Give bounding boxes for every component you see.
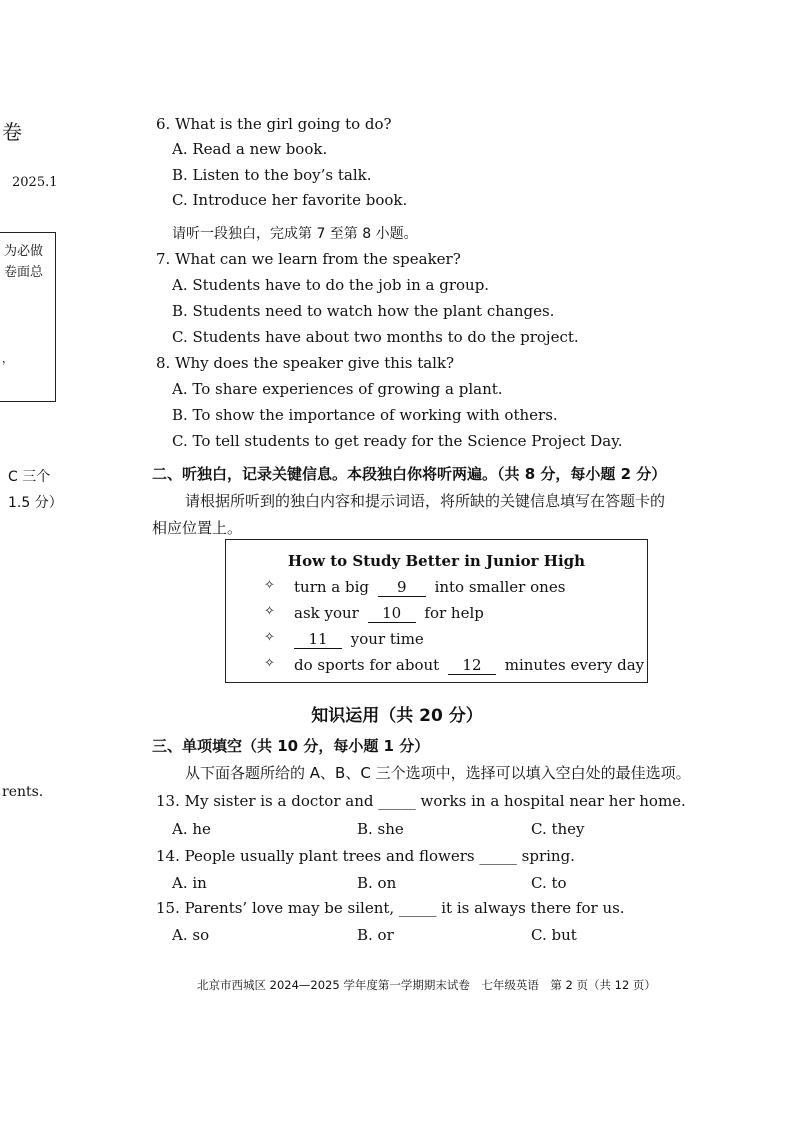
page-footer: 北京市西城区 2024—2025 学年度第一学期期末试卷 七年级英语 第 2 页（共 12 页） (197, 978, 656, 992)
section2-instruction-line1: 请根据所听到的独白内容和提示词语，将所缺的关键信息填写在答题卡的 (185, 492, 666, 510)
answer-blank-9[interactable]: 9 (378, 578, 426, 597)
note-row-text-before: ask your (294, 604, 359, 622)
q7-stem: 7. What can we learn from the speaker? (156, 250, 461, 268)
margin-rents: rents. (2, 784, 44, 800)
note-box (225, 539, 648, 683)
margin-title-char: 卷 (2, 120, 22, 144)
margin-date: 2025.1 (12, 175, 58, 190)
margin-c-choices: C 三个 (8, 469, 51, 485)
bullet-icon: ✧ (264, 630, 275, 645)
q7-option-b: B. Students need to watch how the plant changes. (172, 302, 555, 320)
q15-option-a: A. so (172, 926, 210, 944)
note-row-text-before: turn a big (294, 578, 369, 596)
q13-option-a: A. he (172, 820, 211, 838)
margin-score: 1.5 分） (8, 495, 63, 511)
answer-blank-11[interactable]: 11 (294, 630, 342, 649)
note-row-12 (264, 656, 645, 675)
q6-option-a: A. Read a new book. (172, 140, 328, 158)
q8-option-b: B. To show the importance of working with others. (172, 406, 558, 424)
q8-stem: 8. Why does the speaker give this talk? (156, 354, 455, 372)
note-row-10 (264, 604, 484, 623)
q13-option-c: C. they (531, 820, 585, 838)
bullet-icon: ✧ (264, 656, 275, 671)
q7-option-c: C. Students have about two months to do the project. (172, 328, 579, 346)
note-row-text-after: your time (350, 630, 424, 648)
section3-instruction: 从下面各题所给的 A、B、C 三个选项中，选择可以填入空白处的最佳选项。 (185, 764, 691, 782)
margin-box-line1: 为必做 (4, 244, 44, 259)
q14-stem: 14. People usually plant trees and flowers _____ spring. (156, 847, 575, 865)
margin-box-mark: ， (2, 352, 13, 365)
note-row-text-after: for help (424, 604, 484, 622)
part-title: 知识运用（共 20 分） (311, 706, 483, 726)
bullet-icon: ✧ (264, 604, 275, 619)
note-row-9 (264, 578, 566, 597)
note-row-text-before: do sports for about (294, 656, 440, 674)
q6-stem: 6. What is the girl going to do? (156, 115, 392, 133)
note-row-text-after: into smaller ones (434, 578, 566, 596)
q14-option-a: A. in (172, 874, 207, 892)
section2-title: 二、听独白，记录关键信息。本段独白你将听两遍。（共 8 分，每小题 2 分） (152, 465, 667, 483)
section2-instruction-line2: 相应位置上。 (152, 519, 243, 537)
note-row-11 (264, 630, 424, 649)
q15-stem: 15. Parents’ love may be silent, _____ it is always there for us. (156, 899, 625, 917)
answer-blank-12[interactable]: 12 (448, 656, 496, 675)
section3-title: 三、单项填空（共 10 分，每小题 1 分） (152, 737, 430, 755)
q7-option-a: A. Students have to do the job in a group. (172, 276, 490, 294)
q8-option-a: A. To share experiences of growing a plant. (172, 380, 503, 398)
note-box-title: How to Study Better in Junior High (287, 552, 586, 570)
answer-blank-10[interactable]: 10 (368, 604, 416, 623)
q6-option-b: B. Listen to the boy’s talk. (172, 166, 372, 184)
note-row-text-after: minutes every day (504, 656, 645, 674)
q8-option-c: C. To tell students to get ready for the Science Project Day. (172, 432, 623, 450)
q14-option-b: B. on (357, 874, 397, 892)
margin-box-line2: 卷面总 (4, 265, 44, 280)
bullet-icon: ✧ (264, 578, 275, 593)
monologue-instruction: 请听一段独白，完成第 7 至第 8 小题。 (172, 226, 418, 242)
q14-option-c: C. to (531, 874, 567, 892)
q13-option-b: B. she (357, 820, 404, 838)
q15-option-c: C. but (531, 926, 577, 944)
q6-option-c: C. Introduce her favorite book. (172, 191, 408, 209)
q15-option-b: B. or (357, 926, 394, 944)
q13-stem: 13. My sister is a doctor and _____ works in a hospital near her home. (156, 792, 686, 810)
